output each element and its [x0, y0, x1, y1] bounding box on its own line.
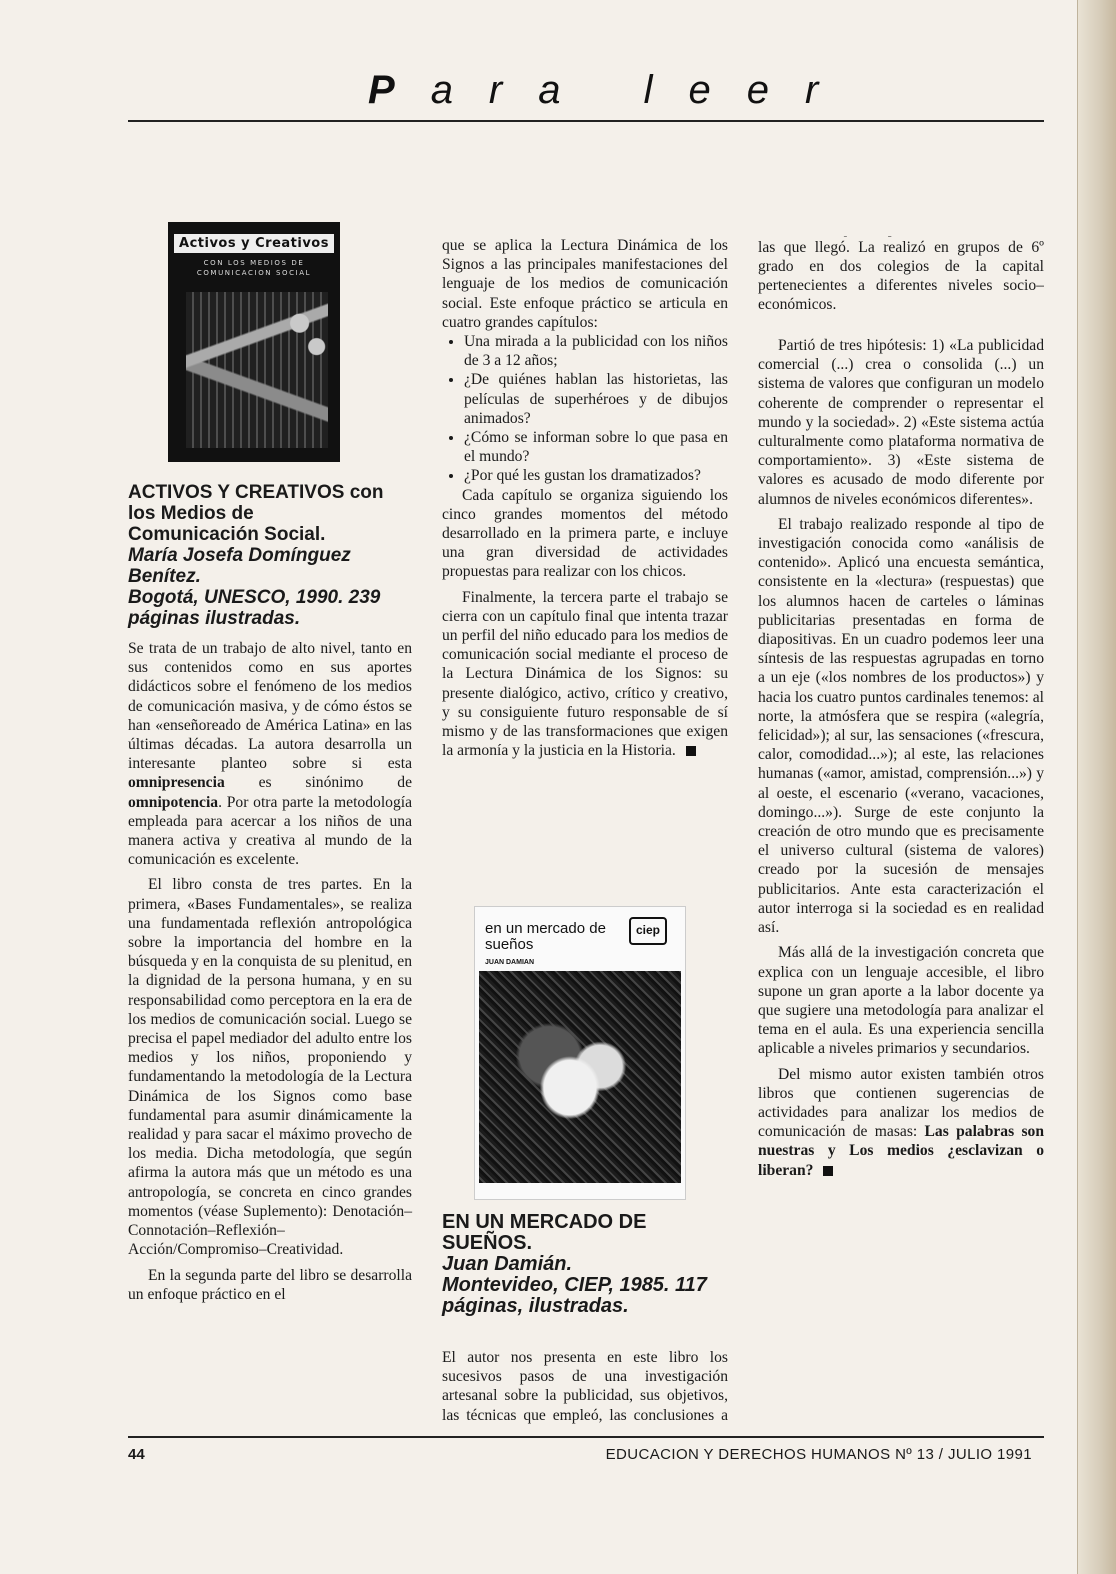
book-publication: Montevideo, CIEP, 1985. 117 páginas, ilustradas. [442, 1274, 707, 1317]
column-1 [128, 482, 412, 1304]
title-line: ACTIVOS Y CREATIVOS con [128, 482, 384, 503]
chapter-list [442, 332, 728, 486]
review-paragraph: las que llegó. La realizó en grupos de 6º grado en dos colegios de la capital pertenecientes a diferentes niveles socio–económicos. [758, 238, 1044, 314]
page-edge [1077, 0, 1116, 1574]
review-paragraph: El trabajo realizado responde al tipo de investigación conocida como «análisis de contenido». Aplicó una encuesta semántica, consistente en la «lectura» (respuestas) que los alumnos hacen de carteles o láminas publicitarias presentadas en forma de diapositivas. En un cuadro podemos leer una síntesis de las respuestas agrupadas en torno a un eje («los nombres de los productos») y hacia los cuatro puntos cardinales tenemos: al norte, la atmósfera que se respira («alegría, felicidad»); al sur, las sensaciones («frescura, calor, comodidad...»); al este, las relaciones humanas («amor, amistad, comprensión...») y al oeste, el escenario («verano, vacaciones, domingo...»). Surge de este conjunto la creación de otro mundo que es precisamente el universo cultural (sistema de valores) creado por la sucesión de mensajes publicitarios. Ante esta caracterización el autor interroga si la sociedad es en realidad así. [758, 515, 1044, 937]
book-title-activos [128, 482, 412, 629]
end-mark [823, 1166, 833, 1176]
column-2 [442, 236, 728, 760]
review-paragraph: Cada capítulo se organiza siguiendo los cinco grandes momentos del método desarrollado en la primera parte, e incluye una gran diversidad de actividades propuestas para realizar con los chicos. [442, 486, 728, 581]
section-title: Para leer [368, 68, 855, 112]
title-line: los Medios de [128, 503, 254, 524]
book-author: Juan Damián. [442, 1253, 573, 1275]
column-2-lower [442, 1212, 728, 1327]
title-line: Comunicación Social. [128, 524, 326, 545]
review-paragraph: El libro consta de tres partes. En la primera, «Bases Fundamentales», se realiza una fundamentada reflexión antropológica sobre la importancia del hombre en la búsqueda y en la conquista de su plenitud, en la dignidad de la persona humana, y en su responsabilidad como perceptora en la era de los medios de comunicación social. Luego se precisa el papel mediador del adulto entre los medios y los niños, proponiendo y fundamentando la metodología de la Lectura Dinámica de los Signos como base fundamental para asumir dinámicamente la realidad y para sacar el máximo provecho de los media. Dicha metodología, que según afirma la autora más que un método es una antropología, se concreta en cinco grandes momentos (véase Suplemento): Denotación–Connotación–Reflexión–Acción/Compromiso–Creatividad. [128, 876, 412, 1259]
footer-rule [128, 1436, 1044, 1438]
review-paragraph: Más allá de la investigación concreta que explica con un lenguaje accesible, el libro supone un gran aporte a la labor docente ya que sugiere una metodología para analizar el tema en el aula. Es una experiencia sencilla aplicable a niveles primarios y secundarios. [758, 944, 1044, 1058]
cover-photo [479, 971, 681, 1183]
cover-subtitle: CON LOS MEDIOS DE COMUNICACION SOCIAL [196, 259, 312, 277]
list-item: • ¿De quiénes hablan las historietas, las películas de superhéroes y de dibujos animados? [464, 370, 728, 428]
page-number: 44 [128, 1446, 145, 1463]
list-item: • ¿Por qué les gustan los dramatizados? [464, 466, 728, 485]
title-line: SUEÑOS. [442, 1232, 533, 1254]
review-paragraph: Finalmente, la tercera parte el trabajo se cierra con un capítulo final que intenta trazar un perfil del niño educado para los medios de comunicación social mediante el proceso de la Lectura Dinámica de los Signos: su presente dialógico, activo, crítico y creativo, y su consiguiente futuro responsable de sí mismo y de las transformaciones que exigen la armonía y la justicia en la Historia. [442, 588, 728, 760]
end-mark [686, 746, 696, 756]
book-cover-activos [168, 222, 340, 462]
ciep-logo: ciep [629, 917, 667, 945]
journal-footer: EDUCACION Y DERECHOS HUMANOS Nº 13 / JULIO 1991 [605, 1446, 1032, 1463]
review-paragraph: Del mismo autor existen también otros libros que contienen sugerencias de actividades para analizar los medios de comunicación de masas: Las palabras son nuestras y Los medios ¿esclavizan o liberan? [758, 1065, 1044, 1179]
review-continuation [758, 236, 1044, 332]
list-item: • ¿Cómo se informan sobre lo que pasa en el mundo? [464, 428, 728, 466]
review-paragraph: Partió de tres hipótesis: 1) «La publicidad comercial (...) crea o consolida (...) un sistema de valores que configuran un modelo coherente de comprender o representar el mundo y la sociedad». 2) «Este sistema actúa culturalmente como plataforma normativa de comportamiento». 3) «Este sistema de valores es acusado de modo diferente por alumnos de niveles económicos diferentes». [758, 337, 1044, 508]
book-title-mercado [442, 1212, 728, 1317]
cover-illustration [186, 292, 328, 448]
review-paragraph: que se aplica la Lectura Dinámica de los Signos a las principales manifestaciones del lenguaje de los medios de comunicación social. Este enfoque práctico se articula en cuatro grandes capítulos: [442, 237, 728, 331]
cover-title: Activos y Creativos [174, 234, 334, 253]
section-header [128, 66, 1044, 122]
review-paragraph: En la segunda parte del libro se desarrolla un enfoque práctico en el [128, 1266, 412, 1303]
review-start [442, 1348, 728, 1424]
title-line: EN UN MERCADO DE [442, 1211, 647, 1233]
review-paragraph: Se trata de un trabajo de alto nivel, tanto en sus contenidos como en sus aportes didácticos sobre el fenómeno de los medios de comunicación masiva, y de cómo éstos se han «enseñoreado de América Latina» en las últimas décadas. La autora desarrolla un interesante planteo sobre si esta omnipresencia es sinónimo de omnipotencia. Por otra parte la metodología empleada para acercar a los niños de una manera activa y creativa al mundo de la comunicación es excelente. [128, 640, 412, 869]
column-3 [758, 236, 1044, 1180]
cover-author: JUAN DAMIAN [485, 959, 534, 966]
book-author: María Josefa Domínguez Benítez. [128, 545, 351, 587]
list-item: • Una mirada a la publicidad con los niños de 3 a 12 años; [464, 332, 728, 370]
review-paragraph: El autor nos presenta en este libro los sucesivos pasos de una investigación artesanal sobre la publicidad, sus objetivos, las técnicas que empleó, las conclusiones a [442, 1349, 728, 1424]
book-cover-mercado [474, 906, 686, 1200]
book-publication: Bogotá, UNESCO, 1990. 239 páginas ilustradas. [128, 587, 381, 629]
cover-title: en un mercado de sueños [485, 920, 606, 953]
